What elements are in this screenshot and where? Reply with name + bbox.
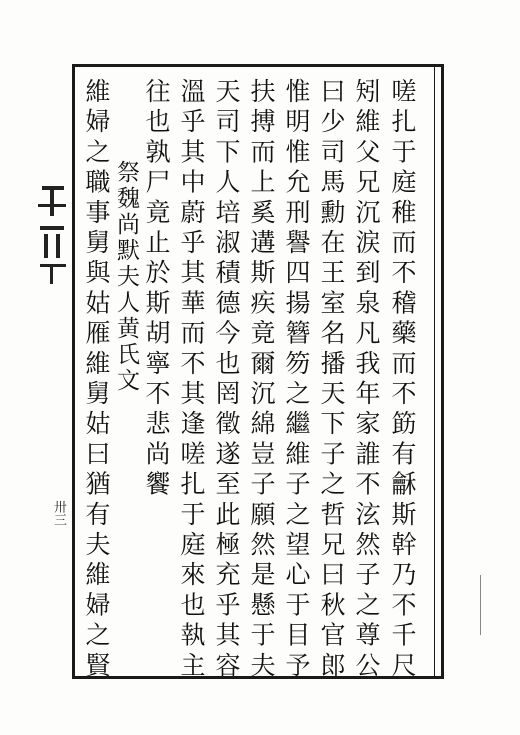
essay-title: 祭魏尚默夫人黄氏文 bbox=[113, 160, 139, 394]
text-column-4: 惟明惟允刑譽四揚簪笏之繼維子之望心于目予 bbox=[282, 78, 311, 682]
text-column-10: 維婦之職事舅與姑雁維舅姑曰猶有夫維婦之賢 bbox=[82, 78, 111, 682]
border-top-rule bbox=[72, 64, 444, 67]
border-right-rule bbox=[441, 64, 444, 679]
text-column-7: 溫乎其中蔚乎其華而不其逢嗟扎于庭來也執主 bbox=[177, 78, 206, 682]
text-column-1: 嗟扎于庭稚而不稽藥而不筯有龢斯幹乃不千尺 bbox=[388, 78, 417, 682]
text-column-5: 扶搏而上奚遘斯疾竟爾沉綿豈子願然是懸于夫 bbox=[247, 78, 276, 682]
fore-edge-title-mark bbox=[30, 186, 72, 286]
border-left-rule bbox=[72, 64, 75, 679]
text-column-3: 曰少司馬勳在王室名播天下子之哲兄曰秋官郎 bbox=[317, 78, 346, 682]
border-inner-rule bbox=[434, 64, 435, 679]
text-column-8: 往也孰尸竟止於斯胡寧不悲尚饗 bbox=[142, 78, 171, 501]
text-column-2: 矧維父兄沉涙到泉凡我年家誰不泫然子之尊公 bbox=[352, 78, 381, 682]
page-number: 卅三 bbox=[51, 500, 66, 526]
page-edge-mark bbox=[480, 575, 481, 635]
text-column-6: 天司下人培淑積德今也罔徵遂至此極充乎其容 bbox=[212, 78, 241, 682]
